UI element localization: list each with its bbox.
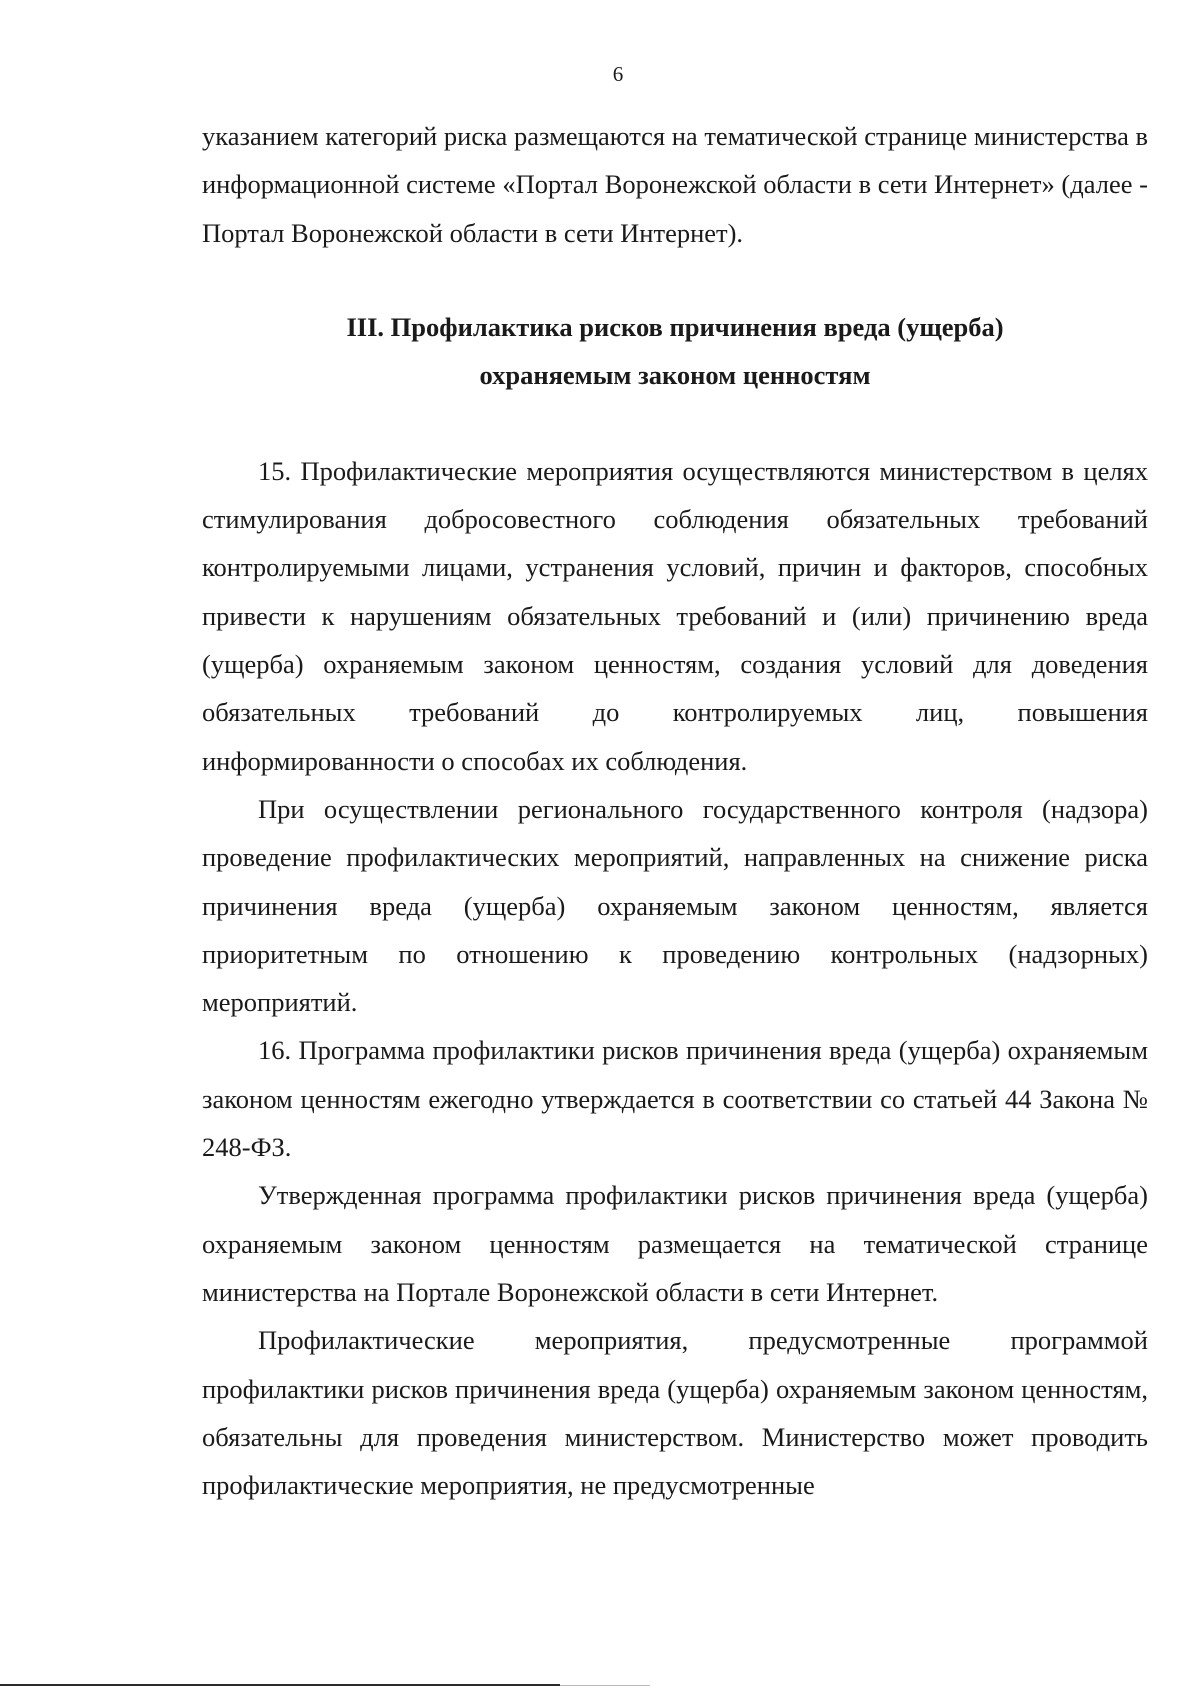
paragraph-16: 16. Программа профилактики рисков причинения вреда (ущерба) охраняемым законом ценностям ежегодно утверждается в соответствии со статьей 44 Закона № 248-ФЗ.: [202, 1035, 1148, 1163]
section-heading-line-2: охраняемым законом ценностям: [479, 359, 871, 390]
section-heading-line-1: III. Профилактика рисков причинения вреда (ущерба): [346, 311, 1004, 342]
paragraph-15: 15. Профилактические мероприятия осуществляются министерством в целях стимулирования добросовестного соблюдения обязательных требований контролируемыми лицами, устранения условий, причин и факторов, способных привести к нарушениям обязательных требований и (или) причинению вреда (ущерба) охраняемым законом ценностям, создания условий для доведения обязательных требований до контролируемых лиц, повышения информированности о способах их соблюдения.: [202, 455, 1148, 776]
paragraph-priority: При осуществлении регионального государственного контроля (надзора) проведение профилактических мероприятий, направленных на снижение риска причинения вреда (ущерба) охраняемым законом ценностям, является приоритетным по отношению к проведению контрольных (надзорных) мероприятий.: [202, 793, 1148, 1018]
bottom-scan-edge: [0, 1684, 560, 1686]
paragraph-approved-program: Утвержденная программа профилактики рисков причинения вреда (ущерба) охраняемым законом ценностям размещается на тематической странице министерства на Портале Воронежской области в сети Интернет.: [202, 1180, 1148, 1307]
intro-paragraph: указанием категорий риска размещаются на тематической странице министерства в информационной системе «Портал Воронежской области в сети Интернет» (далее - Портал Воронежской области в сети Интернет).: [202, 121, 1148, 248]
section-heading: [202, 303, 1148, 399]
document-body: [202, 112, 1148, 1509]
paragraph-mandatory-measures: Профилактические мероприятия, предусмотренные программой профилактики рисков причинения вреда (ущерба) охраняемым законом ценностям, обязательны для проведения министерством. Министерство может проводить профилактические мероприятия, не предусмотренные: [202, 1325, 1148, 1501]
bottom-scan-edge-tail: [560, 1685, 650, 1686]
page-number: 6: [612, 62, 624, 86]
